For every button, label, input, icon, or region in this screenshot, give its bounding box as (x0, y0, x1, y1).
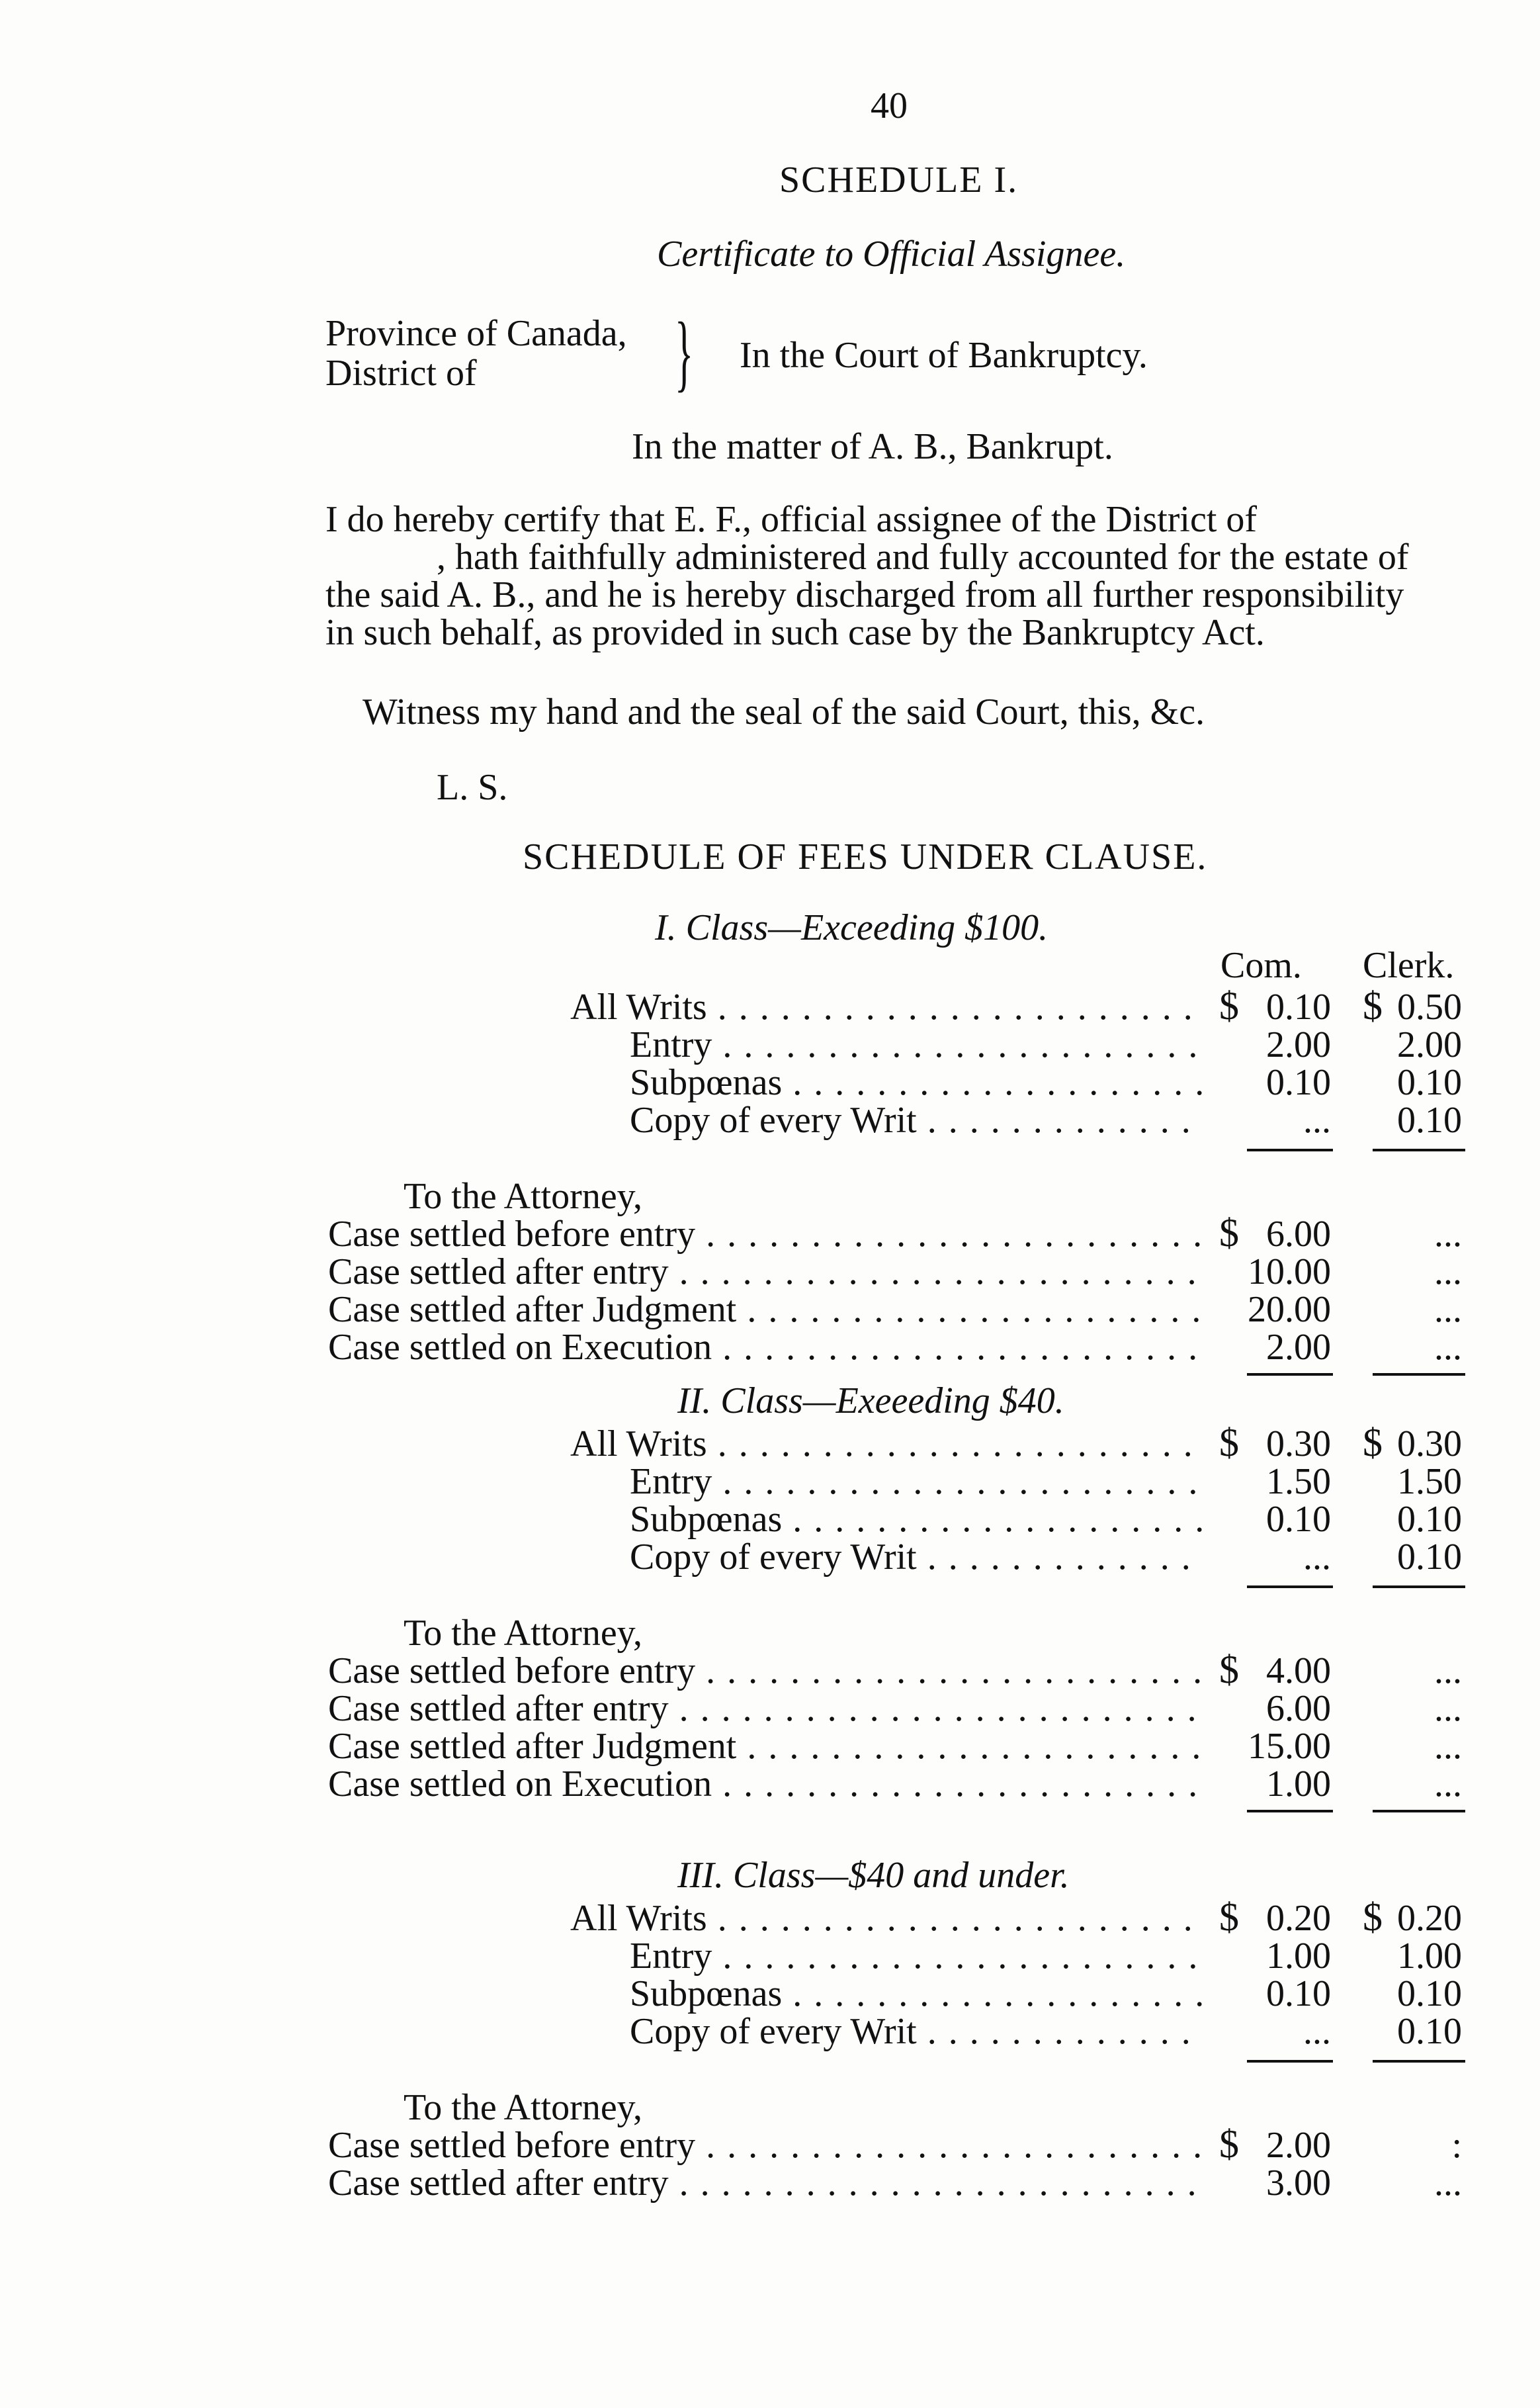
certify-line-2: , hath faithfully administered and fully accounted for the estate of (437, 537, 1409, 578)
fee-com-value: 15.00 (1248, 1726, 1331, 1767)
column-rule (1373, 2060, 1465, 2063)
class-heading: II. Class—Exeeeding $40. (677, 1380, 1064, 1421)
fee-row-label: Entry . . . (630, 1935, 1204, 1977)
column-rule (1373, 1373, 1465, 1376)
column-rule (1373, 1149, 1465, 1151)
fee-clerk-value: 0.10 (1397, 1499, 1462, 1540)
fee-com-value: 6.00 (1266, 1688, 1331, 1729)
column-rule (1247, 1149, 1333, 1151)
dollar-sign: $ (1219, 1895, 1239, 1939)
fee-row-label: Case settled before entry . . . (328, 1213, 1204, 1255)
fee-clerk-value: ... (1434, 1650, 1462, 1691)
fee-clerk-value: 0.50 (1397, 987, 1462, 1028)
fee-com-value: ... (1303, 1537, 1331, 1578)
fee-row-label: Case settled after entry . . . (328, 2162, 1204, 2204)
fee-clerk-value: 0.10 (1397, 1100, 1462, 1141)
attorney-heading: To the Attorney, (404, 1176, 643, 1217)
fee-row-label: Case settled after Judgment . . . (328, 1288, 1204, 1331)
fee-com-value: ... (1303, 1100, 1331, 1141)
fee-row-label: All Writs . . . (570, 1423, 1204, 1465)
fee-clerk-value: ... (1434, 1289, 1462, 1330)
fees-title: SCHEDULE OF FEES UNDER CLAUSE. (523, 836, 1208, 877)
fee-row-label: Subpœnas . . . (630, 1498, 1204, 1540)
fee-com-value: 0.30 (1266, 1423, 1331, 1464)
fee-row-label: Case settled on Execution . . . (328, 1763, 1204, 1805)
fee-row-label: Case settled before entry . . . (328, 1650, 1204, 1692)
fee-com-value: 2.00 (1266, 1327, 1331, 1368)
fee-row-label: Subpœnas . . . (630, 1973, 1204, 2015)
fee-clerk-value: ... (1434, 2163, 1462, 2204)
fee-clerk-value: 1.50 (1397, 1461, 1462, 1502)
fee-row-label: All Writs . . . (570, 986, 1204, 1028)
dollar-sign: $ (1363, 984, 1383, 1028)
fee-clerk-value: 1.00 (1397, 1936, 1462, 1977)
fee-com-value: 10.00 (1248, 1251, 1331, 1292)
fee-com-value: 6.00 (1266, 1214, 1331, 1255)
witness-line: Witness my hand and the seal of the said Court, this, &c. (363, 691, 1205, 733)
certify-line-1: I do hereby certify that E. F., official assignee of the District of (325, 499, 1258, 540)
fee-clerk-value: : (1451, 2125, 1462, 2166)
fee-clerk-value: 0.30 (1397, 1423, 1462, 1464)
fee-com-value: 3.00 (1266, 2163, 1331, 2204)
fee-row-label: Copy of every Writ . . . (630, 1536, 1204, 1578)
fee-row-label: Entry . . . (630, 1024, 1204, 1066)
fee-com-value: ... (1303, 2011, 1331, 2052)
fee-clerk-value: 0.10 (1397, 2011, 1462, 2052)
fee-com-value: 0.10 (1266, 1062, 1331, 1103)
caption-district: District of (325, 353, 477, 394)
class-heading: III. Class—$40 and under. (677, 1855, 1070, 1896)
fee-row-label: Copy of every Writ . . . (630, 1099, 1204, 1141)
caption-province: Province of Canada, (325, 313, 627, 354)
column-header-clerk: Clerk. (1363, 945, 1455, 986)
caption-court: In the Court of Bankruptcy. (740, 335, 1148, 376)
schedule-title: SCHEDULE I. (779, 159, 1019, 201)
dollar-sign: $ (1219, 984, 1239, 1028)
fee-clerk-value: 0.10 (1397, 1537, 1462, 1578)
certificate-title: Certificate to Official Assignee. (657, 234, 1126, 275)
fee-clerk-value: ... (1434, 1688, 1462, 1729)
dollar-sign: $ (1219, 1421, 1239, 1464)
column-rule (1247, 1373, 1333, 1376)
fee-row-label: Subpœnas . . . (630, 1061, 1204, 1104)
fee-clerk-value: ... (1434, 1726, 1462, 1767)
fee-com-value: 0.10 (1266, 987, 1331, 1028)
class-heading: I. Class—Exceeding $100. (655, 907, 1048, 948)
fee-row-label: Entry . . . (630, 1460, 1204, 1503)
fee-com-value: 1.50 (1266, 1461, 1331, 1502)
fee-clerk-value: ... (1434, 1214, 1462, 1255)
page-number: 40 (871, 85, 908, 126)
dollar-sign: $ (1363, 1421, 1383, 1464)
fee-com-value: 2.00 (1266, 1024, 1331, 1065)
attorney-heading: To the Attorney, (404, 1613, 643, 1654)
fee-clerk-value: ... (1434, 1763, 1462, 1805)
attorney-heading: To the Attorney, (404, 2087, 643, 2128)
dollar-sign: $ (1219, 2122, 1239, 2166)
matter-line: In the matter of A. B., Bankrupt. (632, 426, 1113, 467)
fee-com-value: 0.20 (1266, 1898, 1331, 1939)
caption-brace: } (675, 305, 694, 400)
column-rule (1247, 1585, 1333, 1588)
fee-com-value: 1.00 (1266, 1936, 1331, 1977)
seal-mark: L. S. (437, 767, 508, 808)
column-rule (1247, 1810, 1333, 1812)
certify-line-3: the said A. B., and he is hereby discharged from all further responsibility (325, 574, 1404, 615)
fee-row-label: Copy of every Writ . . . (630, 2010, 1204, 2053)
certify-line-4: in such behalf, as provided in such case by the Bankruptcy Act. (325, 612, 1265, 653)
fee-com-value: 2.00 (1266, 2125, 1331, 2166)
dollar-sign: $ (1363, 1895, 1383, 1939)
fee-row-label: Case settled on Execution . . . (328, 1326, 1204, 1368)
fee-row-label: Case settled after entry . . . (328, 1687, 1204, 1730)
column-rule (1373, 1585, 1465, 1588)
fee-clerk-value: ... (1434, 1251, 1462, 1292)
fee-clerk-value: 0.10 (1397, 1062, 1462, 1103)
fee-row-label: Case settled after Judgment . . . (328, 1725, 1204, 1767)
column-rule (1247, 2060, 1333, 2063)
fee-com-value: 0.10 (1266, 1973, 1331, 2014)
dollar-sign: $ (1219, 1211, 1239, 1255)
fee-com-value: 4.00 (1266, 1650, 1331, 1691)
fee-com-value: 0.10 (1266, 1499, 1331, 1540)
fee-row-label: Case settled before entry . . . (328, 2124, 1204, 2166)
column-rule (1373, 1810, 1465, 1812)
fee-com-value: 20.00 (1248, 1289, 1331, 1330)
fee-row-label: Case settled after entry . . . (328, 1251, 1204, 1293)
fee-clerk-value: 2.00 (1397, 1024, 1462, 1065)
fee-clerk-value: 0.10 (1397, 1973, 1462, 2014)
fee-com-value: 1.00 (1266, 1763, 1331, 1805)
column-header-com: Com. (1220, 945, 1302, 986)
fee-clerk-value: ... (1434, 1327, 1462, 1368)
fee-row-label: All Writs . . . (570, 1897, 1204, 1940)
fee-clerk-value: 0.20 (1397, 1898, 1462, 1939)
dollar-sign: $ (1219, 1648, 1239, 1691)
